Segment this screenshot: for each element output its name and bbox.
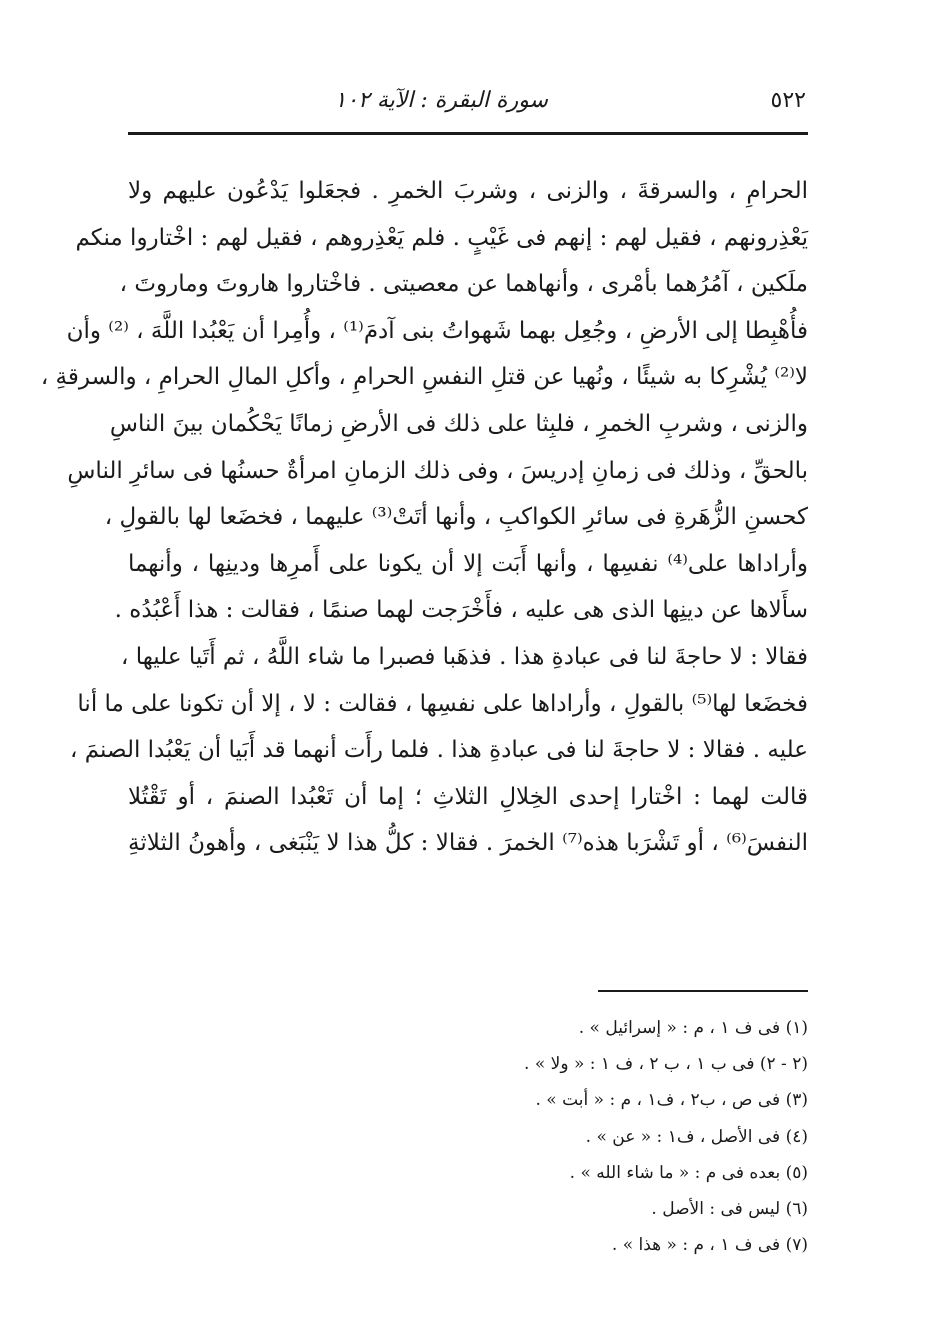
running-title: سورة البقرة : الآية ١٠٢ xyxy=(334,88,548,113)
footnote: (٥) بعده فى م : « ما شاء الله » . xyxy=(569,1162,808,1183)
page-header xyxy=(128,84,806,124)
body-text xyxy=(40,168,809,867)
body-line: النفسَ⁽⁶⁾ ، أو تَشْرَبا هذه⁽⁷⁾ الخمرَ . فقالا : كلُّ هذا لا يَنْبَغى ، وأهونُ الثلاثةِ xyxy=(128,830,809,857)
body-line: فأُهْبِطا إلى الأرضِ ، وجُعِل بهما شَهواتُ بنى آدمَ⁽¹⁾ ، وأُمِرا أن يَعْبُدا اللَّهَ ، ⁽²⁾ وأن xyxy=(66,317,808,344)
footnote-rule xyxy=(598,990,808,992)
body-line: فخضَعا لها⁽⁵⁾ بالقولِ ، وأراداها على نفسِها ، فقالت : لا ، إلا أن تكونا على ما أنا xyxy=(77,690,808,717)
footnote: (٣) فى ص ، ب٢ ، ف١ ، م : « أبت » . xyxy=(535,1090,808,1111)
footnote: (٢ - ٢) فى ب ١ ، ب ٢ ، ف ١ : « ولا » . xyxy=(524,1054,808,1075)
body-line: لا⁽²⁾ يُشْرِكا به شيئًا ، ونُهيا عن قتلِ النفسِ الحرامِ ، وأكلِ المالِ الحرامِ ، والسرقةِ ، xyxy=(40,364,808,391)
body-line: سأَلاها عن دينِها الذى هى عليه ، فأَخْرَجت لهما صنمًا ، فقالت : هذا أَعْبُدُه . xyxy=(114,597,808,624)
body-line: قالت لهما : اخْتارا إحدى الخِلالِ الثلاثِ ؛ إما أن تَعْبُدا الصنمَ ، أو تَقْتُلا xyxy=(128,783,808,810)
footnote: (١) فى ف ١ ، م : « إسرائيل » . xyxy=(578,1018,808,1038)
footnote: (٦) ليس فى : الأصل . xyxy=(651,1198,808,1219)
body-line: عليه . فقالا : لا حاجةَ لنا فى عبادةِ هذا . فلما رأَت أنهما قد أَبَيا أن يَعْبُدا الصنمَ ، xyxy=(70,737,808,764)
footnotes xyxy=(420,1010,808,1263)
header-rule xyxy=(128,132,808,135)
footnote: (٧) فى ف ١ ، م : « هذا » . xyxy=(611,1235,808,1256)
body-line: بالحقِّ ، وذلك فى زمانِ إدريسَ ، وفى ذلك الزمانِ امرأةٌ حسنُها فى سائرِ الناسِ xyxy=(67,457,808,484)
body-line: كحسنِ الزُّهَرةِ فى سائرِ الكواكبِ ، وأنها أتَتْ⁽³⁾ عليهما ، فخضَعا لها بالقولِ ، xyxy=(104,504,808,531)
body-line: يَعْذِرونهم ، فقيل لهم : إنهم فى غَيْبٍ . فلم يَعْذِروهم ، فقيل لهم : اخْتاروا منكم xyxy=(75,224,808,251)
body-line: فقالا : لا حاجةَ لنا فى عبادةِ هذا . فذهَبا فصبرا ما شاء اللَّهُ ، ثم أَتَيا عليها ، xyxy=(120,643,808,670)
body-line: الحرامِ ، والسرقةَ ، والزنى ، وشربَ الخمرِ . فجعَلوا يَدْعُون عليهم ولا xyxy=(128,178,808,204)
body-line: ملَكين ، آمُرُهما بأمْرى ، وأنهاهما عن معصيتى . فاخْتاروا هاروتَ وماروتَ ، xyxy=(119,271,808,298)
footnote: (٤) فى الأصل ، ف١ : « عن » . xyxy=(585,1126,808,1147)
body-line: وأراداها على⁽⁴⁾ نفسِها ، وأنها أَبَت إلا أن يكونا على أَمرِها ودينِها ، وأنهما xyxy=(128,550,808,577)
body-line: والزنى ، وشربِ الخمرِ ، فلبِثا على ذلك فى الأرضِ زمانًا يَحْكُمان بينَ الناسِ xyxy=(109,410,808,437)
page-number: ٥٢٢ xyxy=(770,88,806,113)
